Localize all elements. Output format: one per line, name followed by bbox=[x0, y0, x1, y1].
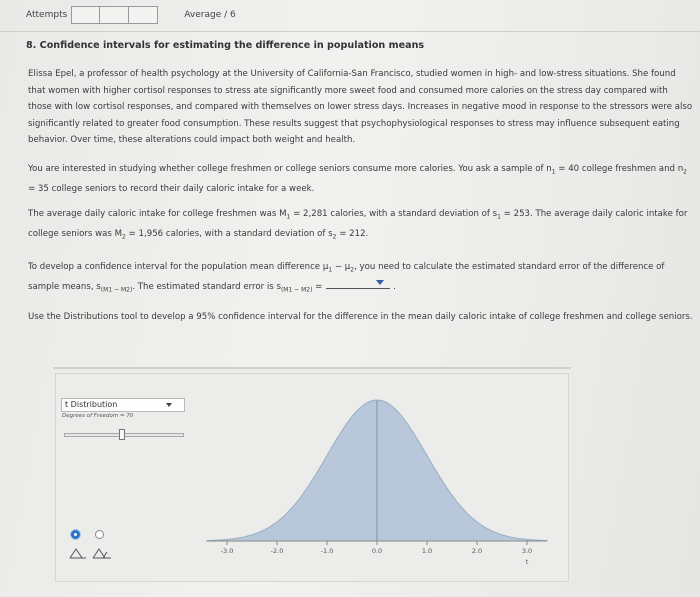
degrees-of-freedom-label: Degrees of Freedom = 70 bbox=[62, 413, 134, 419]
axis-variable-label: t bbox=[525, 559, 529, 566]
divider bbox=[0, 31, 700, 32]
one-line-icon[interactable] bbox=[69, 547, 87, 559]
attempts-label: Attempts bbox=[26, 10, 68, 20]
distribution-select-value: t Distribution bbox=[65, 400, 118, 409]
average-score: Average / 6 bbox=[184, 10, 236, 20]
two-line-icon[interactable] bbox=[92, 547, 112, 559]
one-tail-radio[interactable] bbox=[71, 530, 80, 539]
intro-paragraph: Elissa Epel, a professor of health psychology at the University of California-San Francisco, studied women in high- and low-stress situations. She found that women with higher cortisol responses to stress ate significantly more sweet food and consumed more calories on the stress day compared with those with low cortisol responses, and compared with themselves on lower stress days. Increases in negative mood in response to the stressors were also significantly related to greater food consumption. These results suggest that psychophysiological responses to stress may influence subsequent eating behavior. Over time, these alterations could impact both weight and health. bbox=[28, 69, 693, 146]
chevron-down-icon bbox=[166, 403, 172, 407]
standard-error-dropdown[interactable] bbox=[326, 279, 390, 289]
attempt-box bbox=[71, 6, 100, 24]
axis-ticks bbox=[221, 541, 533, 555]
top-bar bbox=[0, 0, 700, 30]
axis-tick-label: -1.0 bbox=[320, 547, 334, 555]
instruction-paragraph: Use the Distributions tool to develop a 95% confidence interval for the difference in the mean daily caloric intake of college freshmen and college seniors. bbox=[28, 312, 693, 322]
question-title: 8. Confidence intervals for estimating the difference in population means bbox=[26, 40, 425, 51]
two-tail-radio[interactable] bbox=[95, 530, 104, 539]
attempt-box bbox=[100, 6, 129, 24]
axis-tick-label: -3.0 bbox=[220, 547, 234, 555]
slider-handle[interactable] bbox=[119, 429, 125, 440]
stats-paragraph: The average daily caloric intake for college freshmen was $M_1 = 2,281$ calories, with a standard deviation of $s_1 = 253$. The average daily caloric intake for college seniors was $M_2 = 1,956$ calories, with a standard deviation of $s_2 = 212$. bbox=[28, 209, 688, 242]
axis-tick-label: 2.0 bbox=[471, 547, 483, 555]
t-distribution-chart bbox=[195, 378, 565, 578]
axis-tick-label: -2.0 bbox=[270, 547, 284, 555]
standard-error-paragraph: To develop a confidence interval for the population mean difference $\mu_1 - \mu_2$, you need to calculate the estimated standard error of the difference of sample means, $s_{(M1 - M2)}$. The estimated standard error is $s_{(M1 - M2)}$ = . bbox=[28, 262, 665, 295]
sample-paragraph: You are interested in studying whether college freshmen or college seniors consume more calories. You ask a sample of $n_1 = 40$ college freshmen and $n_2 = 35$ college seniors to record their daily caloric intake for a week. bbox=[28, 164, 687, 195]
distribution-select[interactable] bbox=[61, 398, 185, 412]
axis-tick-label: 3.0 bbox=[521, 547, 533, 555]
axis-tick-label: 1.0 bbox=[421, 547, 433, 555]
attempt-box bbox=[129, 6, 158, 24]
attempt-boxes bbox=[71, 6, 158, 24]
chevron-down-icon bbox=[376, 280, 384, 285]
axis-tick-label: 0.0 bbox=[371, 547, 383, 555]
